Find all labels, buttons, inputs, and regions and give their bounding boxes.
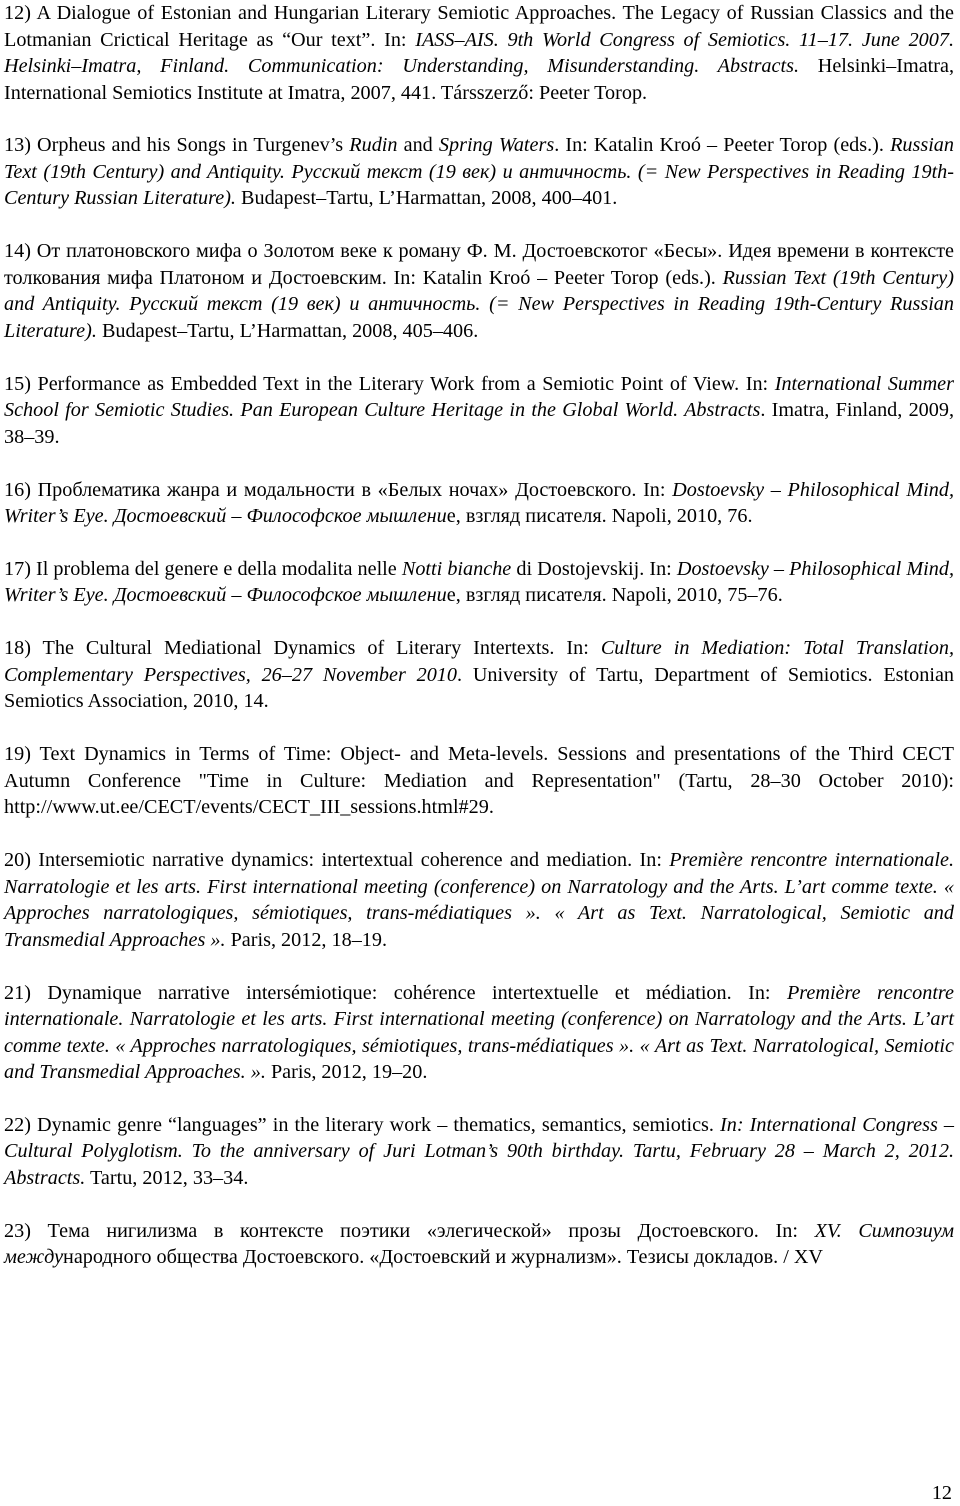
bibliography-entry-22 [4,1112,954,1192]
entry-italic-text: International Summer School for Semiotic Studies. Pan European Culture Heritage in the Global World. Abstracts [4,372,954,422]
entry-text: е, взгляд писателя. Napoli, 2010, 75–76. [446,584,783,607]
entry-text: е, взгляд писателя. Napoli, 2010, 76. [446,505,753,528]
entry-italic-text: Russian Text (19th Century) and Antiquity. Русский текст (19 век) и античность. (= New Perspectives in Reading 19th-Century Russian Literature). [4,134,954,210]
entry-text: Tartu, 2012, 33–34. [85,1166,249,1189]
entry-text: 15) Performance as Embedded Text in the Literary Work from a Semiotic Point of View. In: [4,372,775,395]
entry-text: Paris, 2012, 18–19. [225,928,388,951]
bibliography-entry-14 [4,238,954,344]
entry-text: 22) Dynamic genre “languages” in the literary work – thematics, semantics, semiotics. [4,1113,721,1136]
bibliography-entry-12 [4,0,954,106]
bibliography-entry-13 [4,132,954,212]
entry-italic-text: Spring Waters [438,134,555,157]
entry-italic-text: IASS–AIS. 9th World Congress of Semiotics. 11–17. June 2007. Helsinki–Imatra, Finland. Communication: Understanding, Misunderstanding. Abstracts. [4,28,954,77]
entry-italic-text: Dostoevsky – Philosophical Mind, Writer’s Eye. Достоевский – Философское мышлени [4,478,954,528]
page-number: 12 [931,1482,952,1504]
entry-text: 19) Text Dynamics in Terms of Time: Object- and Meta-levels. Sessions and presentations of the Third CECT Autumn Conference "Time in Culture: Mediation and Representation" (Tartu, 28–30 October 2010): http://www.ut.ee/CECT/events/CECT_III_sessions.html#29. [4,743,954,819]
entry-italic-text: In: International Congress – Cultural Polyglotism. To the anniversary of Juri Lotman’s 90th birthday. Tartu, February 28 – March 2, 2012. Abstracts. [4,1113,954,1189]
entry-italic-text: Dostoevsky – Philosophical Mind, Writer’s Eye. Достоевский – Философское мышлени [4,557,954,607]
entry-italic-text: Russian Text (19th Century) and Antiquity. Русский текст (19 век) и античность. (= New Perspectives in Reading 19th-Century Russian Literature). [4,266,954,342]
entry-text: 21) Dynamique narrative intersémiotique: cohérence intertextuelle et médiation. In: [4,981,787,1004]
bibliography-entry-17 [4,556,954,609]
entry-text: Budapest–Tartu, L’Harmattan, 2008, 405–406. [96,319,479,342]
entry-text: . Imatra, Finland, 2009, 38–39. [4,399,954,448]
entry-text: 17) Il problema del genere e della modalita nelle [4,557,402,580]
entry-text: . University of Tartu, Department of Semiotics. Estonian Semiotics Association, 2010, 14. [4,663,954,713]
entry-text: Helsinki–Imatra, International Semiotics Institute at Imatra, 2007, 441. Társszerző: Peeter Torop. [4,55,954,104]
bibliography-entry-16 [4,477,954,530]
bibliography-entry-15 [4,371,954,451]
entry-text: Paris, 2012, 19–20. [265,1061,428,1084]
entry-text: 14) От платоновского мифа о Золотом веке к роману Ф. М. Достоевскотог «Бесы». Идея времени в контексте толкования мифа Платоном и Достоевским. In: Katalin Kroó – Peeter Torop (eds.). [4,240,954,289]
bibliography-entry-21 [4,980,954,1086]
entry-text: 13) Orpheus and his Songs in Turgenev’s [4,134,350,157]
entry-text: Budapest–Tartu, L’Harmattan, 2008, 400–401. [235,187,618,210]
entry-text: 20) Intersemiotic narrative dynamics: intertextual coherence and mediation. In: [4,849,670,872]
entry-text: 16) Проблематика жанра и модальности в «Белых ночах» Достоевского. In: [4,478,673,501]
entry-italic-text: Rudin [349,134,398,157]
entry-italic-text: Première rencontre internationale. Narratologie et les arts. First international meeting (conference) on Narratology and the Arts. L’art comme texte. « Approches narratologiques, sémiotiques, trans-médiatiques ». « Art as Text. Narratological, Semiotic and Transmedial Approaches ». [4,849,954,951]
entry-text: 18) The Cultural Mediational Dynamics of Literary Intertexts. In: [4,637,601,660]
entry-text: and [397,134,439,157]
bibliography-list [4,0,954,1297]
entry-text: 23) Тема нигилизма в контексте поэтики «элегической» прозы Достоевского. In: [4,1219,815,1242]
entry-italic-text: Première rencontre internationale. Narratologie et les arts. First international meeting (conference) on Narratology and the Arts. L’art comme texte. « Approches narratologiques, sémiotiques, trans-médiatiques ». « Art as Text. Narratological, Semiotic and Transmedial Approaches. ». [4,981,954,1084]
entry-text: di Dostojevskij. In: [511,557,677,580]
bibliography-entry-19 [4,741,954,821]
entry-text: . In: Katalin Kroó – Peeter Torop (eds.). [554,134,891,157]
entry-italic-text: XV. Симпозиум между [4,1219,955,1269]
bibliography-entry-23 [4,1218,954,1271]
entry-text: 12) A Dialogue of Estonian and Hungarian Literary Semiotic Approaches. The Legacy of Russian Classics and the Lotmanian Crictical Heritage as “Our text”. In: [4,2,954,51]
bibliography-entry-20 [4,847,954,953]
entry-italic-text: Notti bianche [401,557,512,580]
entry-italic-text: Culture in Mediation: Total Translation, Complementary Perspectives, 26–27 November 2010 [4,637,954,686]
entry-text: народного общества Достоевского. «Достоевский и журнализм». Тезисы докладов. / XV [63,1246,824,1269]
bibliography-entry-18 [4,635,954,715]
